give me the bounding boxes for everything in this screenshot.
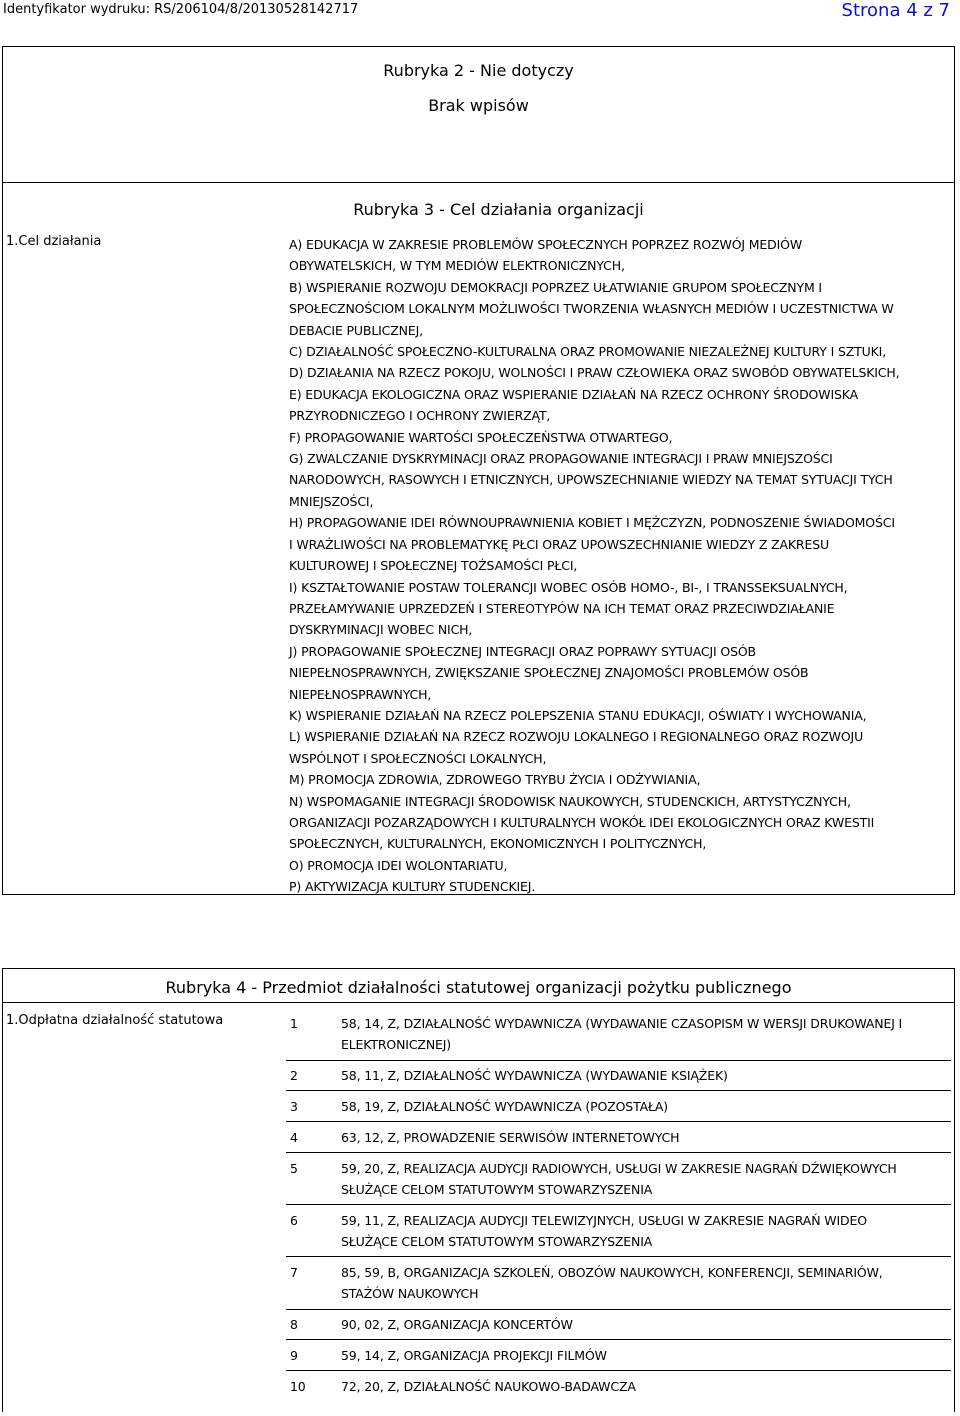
activity-number: 7: [290, 1265, 298, 1280]
cel-line: I WRAŻLIWOŚCI NA PROBLEMATYKĘ PŁCI ORAZ UPOWSZECHNIANIE WIEDZY Z ZAKRESU: [289, 536, 829, 552]
cel-line: SPOŁECZNOŚCIOM LOKALNYM MOŻLIWOŚCI TWORZENIA WŁASNYCH MEDIÓW I UCZESTNICTWA W: [289, 301, 894, 317]
row-divider: [286, 1090, 951, 1091]
activity-description-line: 58, 11, Z, DZIAŁALNOŚĆ WYDAWNICZA (WYDAWANIE KSIĄŻEK): [341, 1068, 728, 1084]
row-divider: [286, 1152, 951, 1153]
activity-description-line: 58, 19, Z, DZIAŁALNOŚĆ WYDAWNICZA (POZOSTAŁA): [341, 1099, 668, 1114]
row-divider: [286, 1370, 951, 1371]
page-number: Strona 4 z 7: [841, 0, 950, 21]
rubryka-2-content: Brak wpisów: [428, 96, 529, 115]
cel-line: NARODOWYCH, RASOWYCH I ETNICZNYCH, UPOWSZECHNIANIE WIEDZY NA TEMAT SYTUACJI TYCH: [289, 472, 893, 488]
activity-description-line: STAŻÓW NAUKOWYCH: [341, 1286, 479, 1302]
rubryka-4-section: [2, 968, 955, 1412]
cel-line: N) WSPOMAGANIE INTEGRACJI ŚRODOWISK NAUKOWYCH, STUDENCKICH, ARTYSTYCZNYCH,: [289, 793, 851, 809]
activity-description-line: 72, 20, Z, DZIAŁALNOŚĆ NAUKOWO-BADAWCZA: [341, 1378, 636, 1394]
activity-description-line: 90, 02, Z, ORGANIZACJA KONCERTÓW: [341, 1317, 573, 1333]
cel-line: H) PROPAGOWANIE IDEI RÓWNOUPRAWNIENIA KOBIET I MĘŻCZYZN, PODNOSZENIE ŚWIADOMOŚCI: [289, 515, 895, 531]
activity-description-line: SŁUŻĄCE CELOM STATUTOWYM STOWARZYSZENIA: [341, 1234, 653, 1250]
activity-description: [341, 1376, 946, 1397]
row-divider: [286, 1339, 951, 1340]
rubryka-3-section: [2, 182, 955, 895]
cel-line: PRZEŁAMYWANIE UPRZEDZEŃ I STEREOTYPÓW NA ICH TEMAT ORAZ PRZECIWDZIAŁANIE: [289, 600, 835, 616]
cel-line: B) WSPIERANIE ROZWOJU DEMOKRACJI POPRZEZ UŁATWIANIE GRUPOM SPOŁECZNYM I: [289, 279, 822, 295]
activity-number: 10: [290, 1378, 306, 1394]
cel-dzialania-label: 1.Cel działania: [6, 234, 102, 249]
cel-line: P) AKTYWIZACJA KULTURY STUDENCKIEJ.: [289, 879, 536, 895]
cel-line: L) WSPIERANIE DZIAŁAŃ NA RZECZ ROZWOJU LOKALNEGO I REGIONALNEGO ORAZ ROZWOJU: [289, 729, 864, 745]
cel-line: NIEPEŁNOSPRAWNYCH, ZWIĘKSZANIE SPOŁECZNEJ ZNAJOMOŚCI PROBLEMÓW OSÓB: [289, 665, 809, 681]
activity-description: [341, 1210, 946, 1253]
activity-description-line: 63, 12, Z, PROWADZENIE SERWISÓW INTERNETOWYCH: [341, 1129, 680, 1145]
rubryka-2-title: Rubryka 2 - Nie dotyczy: [383, 61, 574, 80]
activity-description: [341, 1065, 946, 1086]
activity-number: 9: [290, 1348, 298, 1363]
activity-number: 6: [290, 1212, 298, 1228]
cel-line: G) ZWALCZANIE DYSKRYMINACJI ORAZ PROPAGOWANIE INTEGRACJI I PRAW MNIEJSZOŚCI: [289, 451, 833, 467]
cel-line: A) EDUKACJA W ZAKRESIE PROBLEMÓW SPOŁECZNYCH POPRZEZ ROZWÓJ MEDIÓW: [289, 237, 803, 252]
row-divider: [286, 1204, 951, 1205]
activity-description: [341, 1127, 946, 1148]
activity-description: [341, 1013, 946, 1056]
activity-description: [341, 1314, 946, 1335]
cel-line: C) DZIAŁALNOŚĆ SPOŁECZNO-KULTURALNA ORAZ PROMOWANIE NIEZALEŻNEJ KULTURY I SZTUKI,: [289, 344, 887, 360]
print-identifier: Identyfikator wydruku: RS/206104/8/20130528142717: [3, 2, 359, 17]
cel-line: D) DZIAŁANIA NA RZECZ POKOJU, WOLNOŚCI I PRAW CZŁOWIEKA ORAZ SWOBÓD OBYWATELSKICH,: [289, 365, 900, 381]
cel-line: DEBACIE PUBLICZNEJ,: [289, 322, 423, 338]
row-divider: [286, 1060, 951, 1061]
activity-description: [341, 1345, 946, 1366]
cel-line: ORGANIZACJI POZARZĄDOWYCH I KULTURALNYCH WOKÓŁ IDEI EKOLOGICZNYCH ORAZ KWESTII: [289, 814, 875, 830]
activity-number: 5: [290, 1160, 298, 1176]
print-header: [0, 0, 960, 24]
activity-number: 4: [290, 1129, 298, 1145]
cel-line: NIEPEŁNOSPRAWNYCH,: [289, 686, 432, 702]
cel-line: K) WSPIERANIE DZIAŁAŃ NA RZECZ POLEPSZENIA STANU EDUKACJI, OŚWIATY I WYCHOWANIA,: [289, 707, 867, 723]
cel-line: KULTUROWEJ I SPOŁECZNEJ TOŻSAMOŚCI PŁCI,: [289, 558, 578, 574]
cel-line: OBYWATELSKICH, W TYM MEDIÓW ELEKTRONICZNYCH,: [289, 258, 625, 274]
activity-number: 8: [290, 1317, 298, 1333]
title-divider: [3, 1002, 954, 1003]
odplatna-dzialalnosc-label: 1.Odpłatna działalność statutowa: [6, 1013, 224, 1028]
activity-description: [341, 1262, 946, 1305]
cel-line: DYSKRYMINACJI WOBEC NICH,: [289, 622, 473, 638]
row-divider: [286, 1256, 951, 1257]
activity-description-line: 59, 11, Z, REALIZACJA AUDYCJI TELEWIZYJNYCH, USŁUGI W ZAKRESIE NAGRAŃ WIDEO: [341, 1212, 867, 1228]
cel-line: M) PROMOCJA ZDROWIA, ZDROWEGO TRYBU ŻYCIA I ODŻYWIANIA,: [289, 772, 701, 788]
activity-description-line: 59, 20, Z, REALIZACJA AUDYCJI RADIOWYCH, USŁUGI W ZAKRESIE NAGRAŃ DŹWIĘKOWYCH: [341, 1160, 897, 1176]
rubryka-4-title: Rubryka 4 - Przedmiot działalności statutowej organizacji pożytku publicznego: [165, 978, 792, 997]
cel-line: PRZYRODNICZEGO I OCHRONY ZWIERZĄT,: [289, 408, 551, 424]
activity-description-line: 59, 14, Z, ORGANIZACJA PROJEKCJI FILMÓW: [341, 1348, 607, 1363]
row-divider: [286, 1121, 951, 1122]
row-divider: [286, 1309, 951, 1310]
cel-line: E) EDUKACJA EKOLOGICZNA ORAZ WSPIERANIE DZIAŁAŃ NA RZECZ OCHRONY ŚRODOWISKA: [289, 386, 858, 402]
cel-line: O) PROMOCJA IDEI WOLONTARIATU,: [289, 857, 508, 873]
activity-description: [341, 1096, 946, 1117]
cel-dzialania-content: [289, 234, 951, 898]
cel-line: J) PROPAGOWANIE SPOŁECZNEJ INTEGRACJI ORAZ POPRAWY SYTUACJI OSÓB: [289, 643, 756, 659]
cel-line: I) KSZTAŁTOWANIE POSTAW TOLERANCJI WOBEC OSÓB HOMO-, BI-, I TRANSSEKSUALNYCH,: [289, 579, 848, 595]
cel-line: WSPÓLNOT I SPOŁECZNOŚCI LOKALNYCH,: [289, 750, 547, 766]
activity-number: 2: [290, 1068, 298, 1084]
activity-description-line: SŁUŻĄCE CELOM STATUTOWYM STOWARZYSZENIA: [341, 1182, 653, 1197]
rubryka-3-title: Rubryka 3 - Cel działania organizacji: [353, 200, 644, 219]
activity-description-line: 85, 59, B, ORGANIZACJA SZKOLEŃ, OBOZÓW NAUKOWYCH, KONFERENCJI, SEMINARIÓW,: [341, 1265, 883, 1280]
cel-line: MNIEJSZOŚCI,: [289, 493, 374, 509]
activity-description-line: ELEKTRONICZNEJ): [341, 1037, 452, 1053]
cel-line: F) PROPAGOWANIE WARTOŚCI SPOŁECZEŃSTWA OTWARTEGO,: [289, 429, 673, 445]
activity-description: [341, 1158, 946, 1201]
activity-description-line: 58, 14, Z, DZIAŁALNOŚĆ WYDAWNICZA (WYDAWANIE CZASOPISM W WERSJI DRUKOWANEJ I: [341, 1016, 903, 1031]
rubryka-2-section: [2, 46, 955, 183]
activity-number: 1: [290, 1016, 298, 1031]
activity-number: 3: [290, 1099, 298, 1114]
cel-line: SPOŁECZNYCH, KULTURALNYCH, EKONOMICZNYCH I POLITYCZNYCH,: [289, 836, 707, 852]
